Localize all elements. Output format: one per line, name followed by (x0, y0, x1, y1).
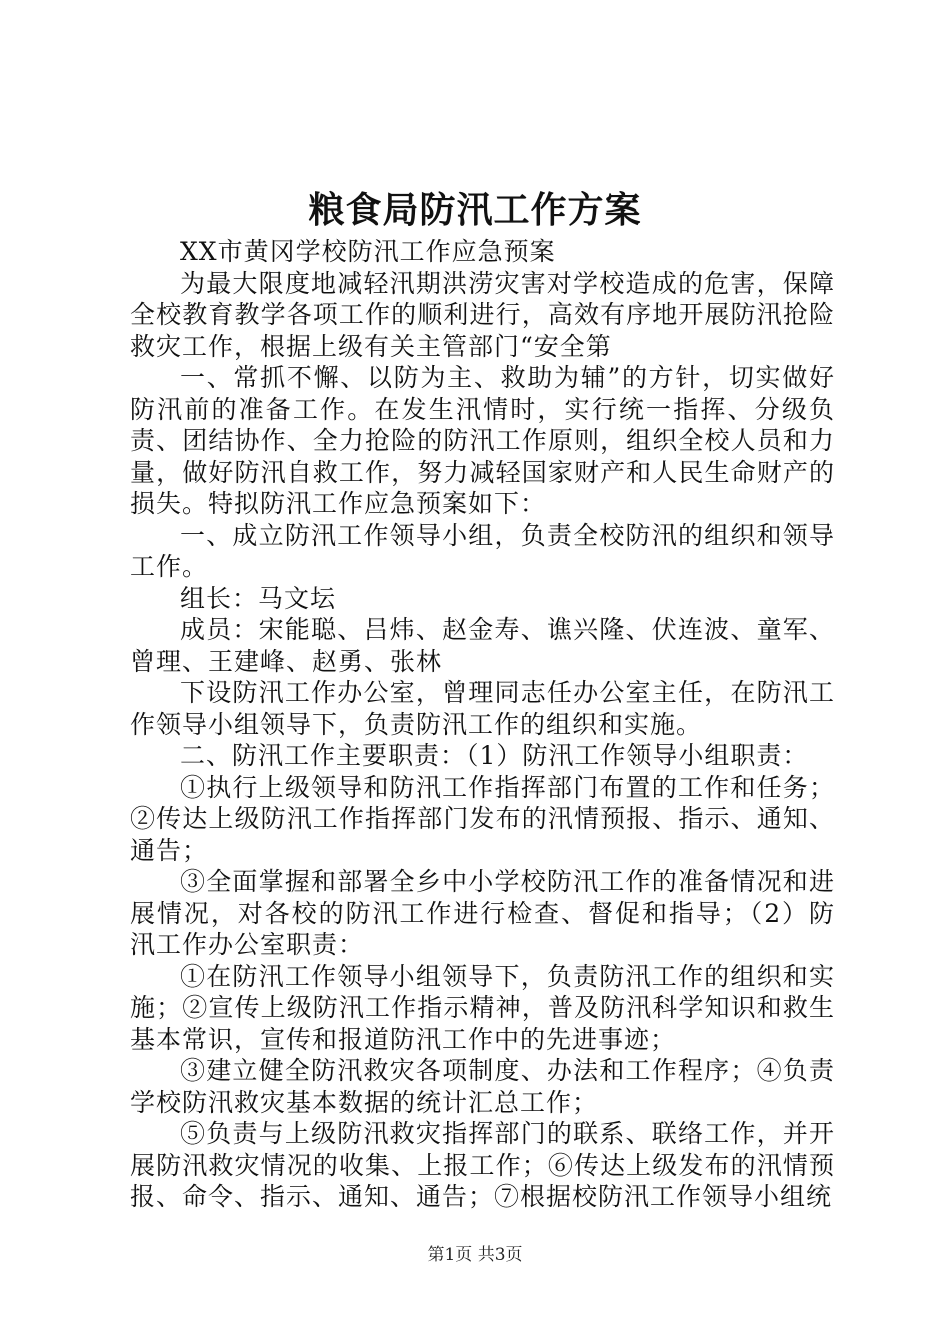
paragraph-office-duty-1: ①在防汛工作领导小组领导下，负责防汛工作的组织和实施；②宣传上级防汛工作指示精神，普及防汛科学知识和救生基本常识，宣传和报道防汛工作中的先进事迹； (130, 961, 835, 1054)
paragraph-section-one: 一、成立防汛工作领导小组，负责全校防汛的组织和领导工作。 (130, 520, 835, 581)
paragraph-duty-2: ③全面掌握和部署全乡中小学校防汛工作的准备情况和进展情况，对各校的防汛工作进行检查、督促和指导；（2）防汛工作办公室职责： (130, 867, 835, 959)
paragraph-office-duty-3: ⑤负责与上级防汛救灾指挥部门的联系、联络工作，并开展防汛救灾情况的收集、上报工作；⑥传达上级发布的汛情预报、命令、指示、通知、通告；⑦根据校防汛工作领导小组统 (130, 1119, 835, 1211)
paragraph-group-leader: 组长：马文坛 (180, 583, 337, 613)
paragraph-intro: 为最大限度地减轻汛期洪涝灾害对学校造成的危害，保障全校教育教学各项工作的顺利进行，高效有序地开展防汛抢险救灾工作，根据上级有关主管部门“安全第 (130, 268, 835, 361)
paragraph-plan-heading: XX市黄冈学校防汛工作应急预案 (180, 237, 556, 266)
document-body (130, 236, 835, 1213)
paragraph-principle: 一、常抓不懈、以防为主、救助为辅”的方针，切实做好防汛前的准备工作。在发生汛情时，实行统一指挥、分级负责、团结协作、全力抢险的防汛工作原则，组织全校人员和力量，做好防汛自救工作，努力减轻国家财产和人民生命财产的损失。特拟防汛工作应急预案如下： (130, 363, 835, 518)
paragraph-office-duty-2: ③建立健全防汛救灾各项制度、办法和工作程序；④负责学校防汛救灾基本数据的统计汇总工作； (130, 1056, 835, 1117)
paragraph-section-two: 二、防汛工作主要职责：（1）防汛工作领导小组职责： (180, 741, 809, 770)
paragraph-group-members: 成员：宋能聪、吕炜、赵金寿、谯兴隆、伏连波、童军、曾理、王建峰、赵勇、张林 (130, 615, 835, 676)
page-number-footer: 第1页 共3页 (427, 1245, 523, 1265)
paragraph-office: 下设防汛工作办公室，曾理同志任办公室主任，在防汛工作领导小组领导下，负责防汛工作的组织和实施。 (130, 678, 835, 739)
document-title: 粮食局防汛工作方案 (308, 189, 642, 231)
paragraph-duty-1: ①执行上级领导和防汛工作指挥部门布置的工作和任务；②传达上级防汛工作指挥部门发布的汛情预报、指示、通知、通告； (130, 772, 835, 865)
